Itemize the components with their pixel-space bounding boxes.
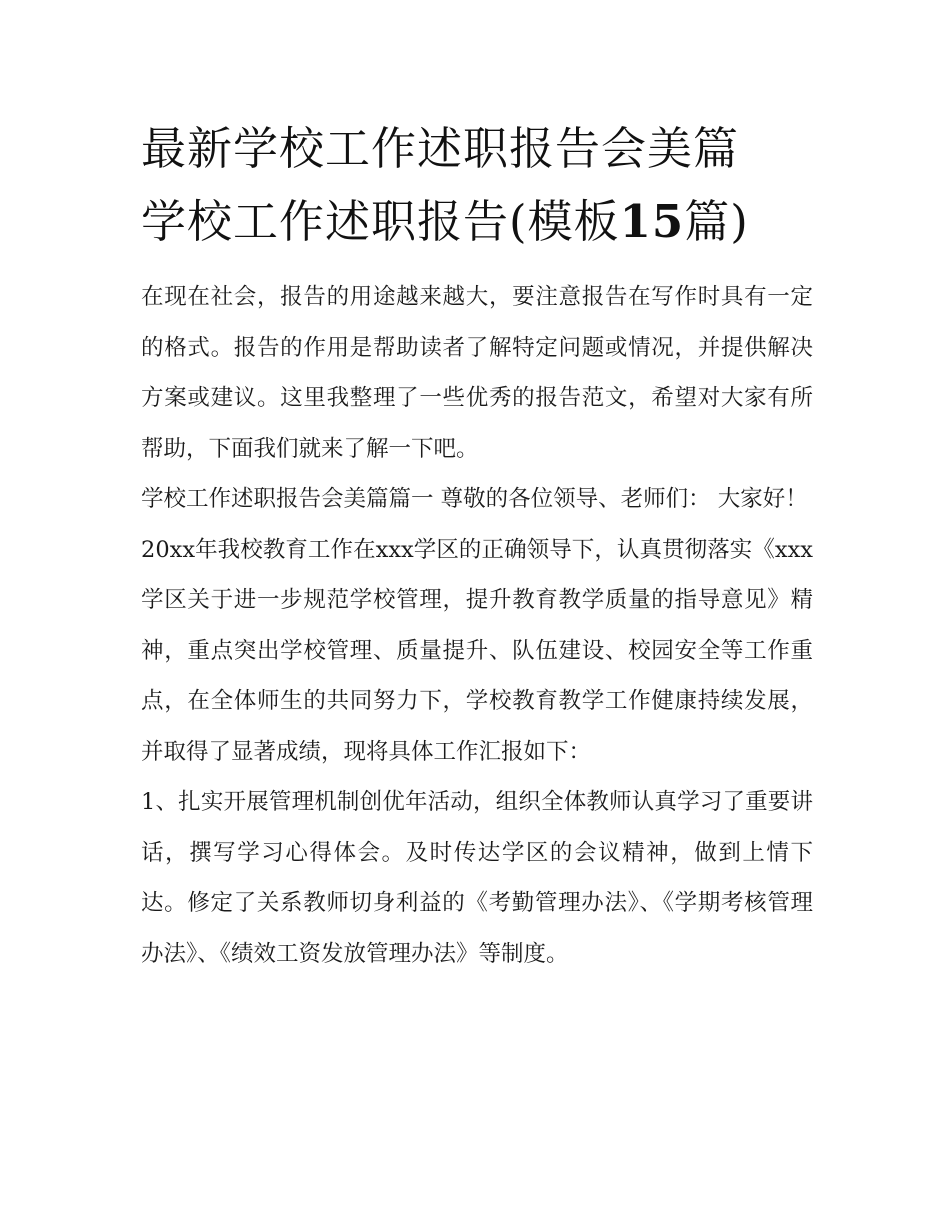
title-line-2: 学校工作述职报告(模板15篇)	[141, 195, 749, 248]
item-1-paragraph: 1、扎实开展管理机制创优年活动，组织全体教师认真学习了重要讲话，撰写学习心得体会。及时传达学区的会议精神，做到上情下达。修定了关系教师切身利益的《考勤管理办法》、《学期考核管理办法》、《绩效工资发放管理办法》等制度。	[141, 789, 813, 967]
document-body	[141, 272, 813, 979]
summary-paragraph: 20xx年我校教育工作在xxx学区的正确领导下，认真贯彻落实《xxx学区关于进一步规范学校管理，提升教育教学质量的指导意见》精神，重点突出学校管理、质量提升、队伍建设、校园安全等工作重点，在全体师生的共同努力下，学校教育教学工作健康持续发展，并取得了显著成绩，现将具体工作汇报如下：	[141, 536, 813, 765]
document-content	[141, 112, 813, 979]
title-line-1: 最新学校工作述职报告会美篇	[141, 122, 740, 175]
document-title	[141, 112, 813, 258]
intro-paragraph: 在现在社会，报告的用途越来越大，要注意报告在写作时具有一定的格式。报告的作用是帮助读者了解特定问题或情况，并提供解决方案或建议。这里我整理了一些优秀的报告范文，希望对大家有所帮助，下面我们就来了解一下吧。	[141, 284, 813, 462]
section-heading-paragraph: 学校工作述职报告会美篇篇一 尊敬的各位领导、老师们： 大家好！	[141, 486, 808, 512]
title-number: 15	[619, 195, 685, 248]
